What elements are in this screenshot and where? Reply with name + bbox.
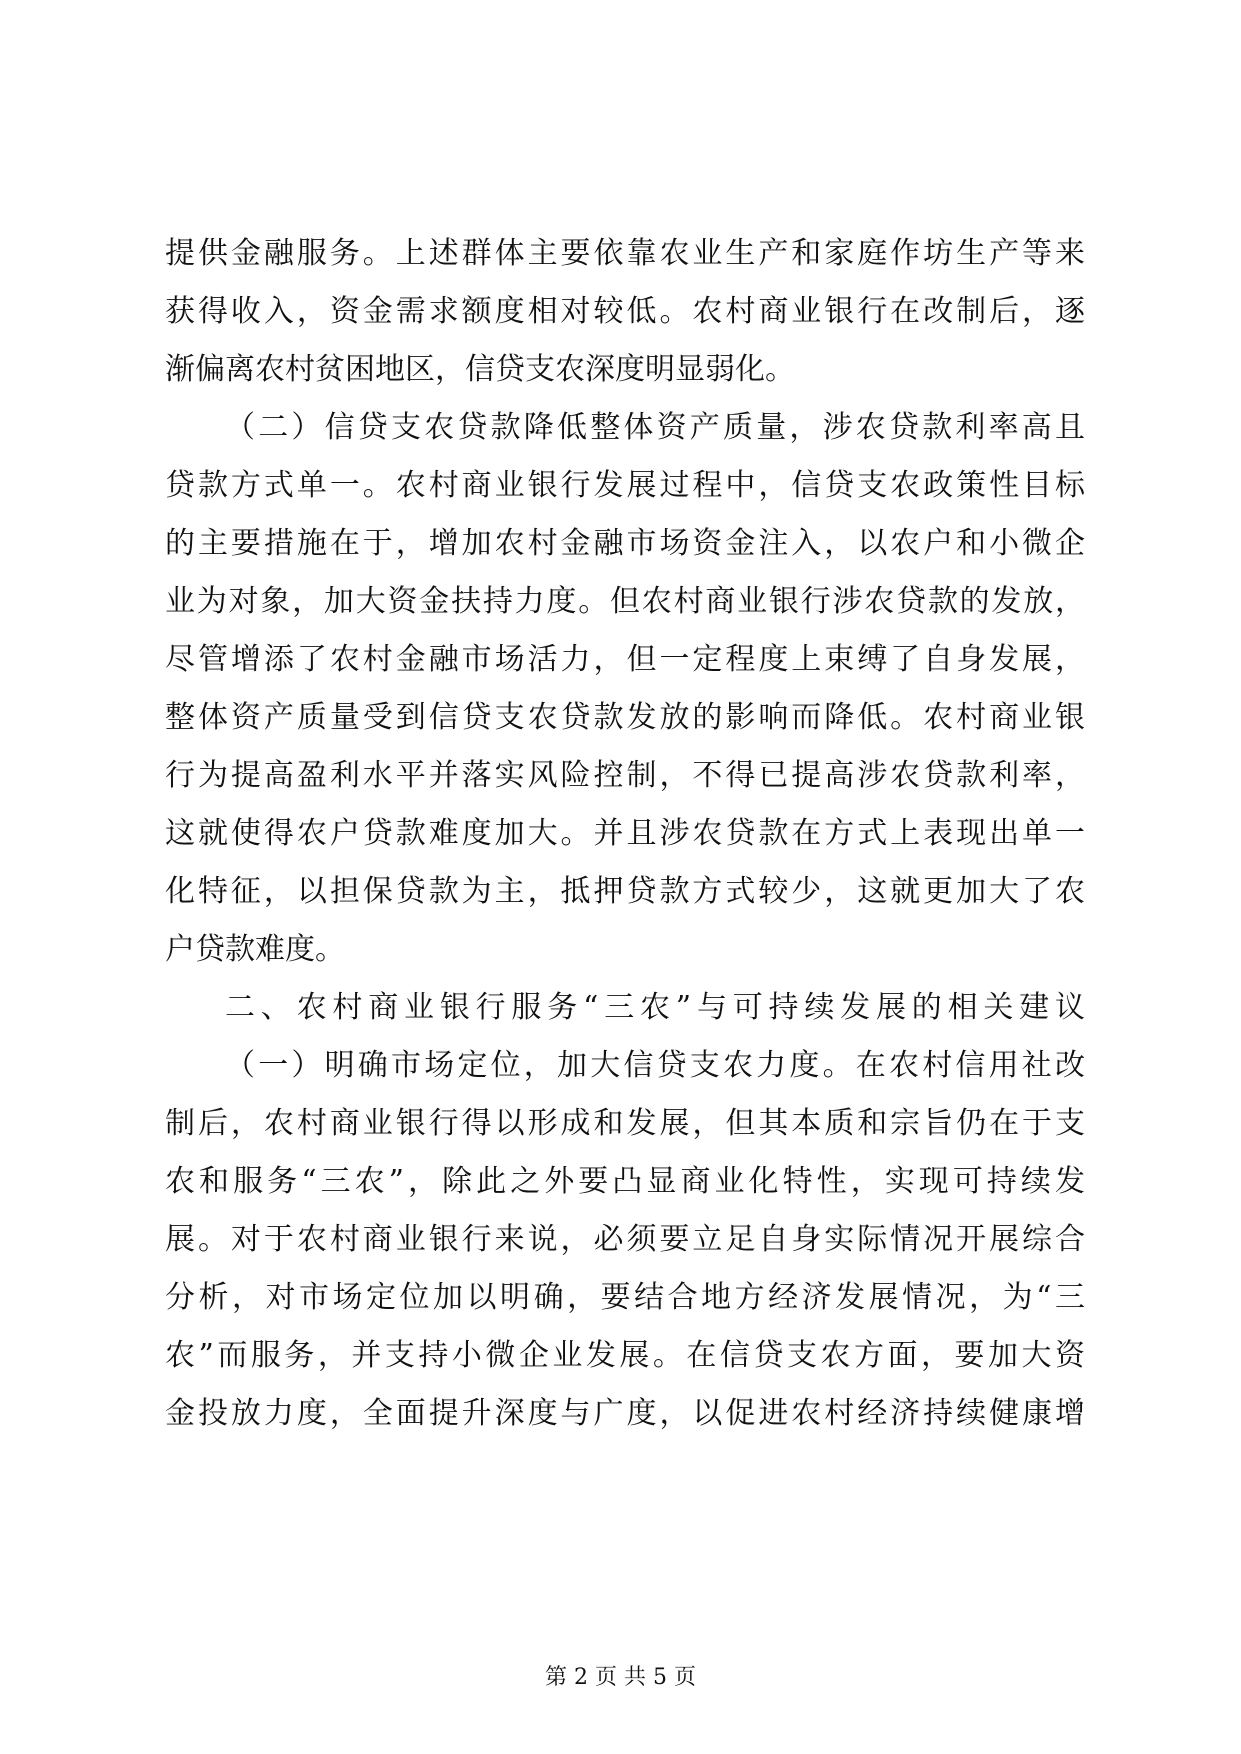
text-line: 制后，农村商业银行得以形成和发展，但其本质和宗旨仍在于支: [165, 1106, 1085, 1141]
text-line: （二）信贷支农贷款降低整体资产质量，涉农贷款利率高且: [225, 410, 1085, 445]
body-text: [165, 225, 1085, 1443]
text-line: （一）明确市场定位，加大信贷支农力度。在农村信用社改: [225, 1048, 1085, 1083]
text-line: 户贷款难度。: [165, 932, 345, 967]
page-number-footer: 第 2 页 共 5 页: [545, 1665, 696, 1690]
text-line: 获得收入，资金需求额度相对较低。农村商业银行在改制后，逐: [165, 294, 1085, 329]
text-line: 渐偏离农村贫困地区，信贷支农深度明显弱化。: [165, 352, 795, 387]
text-line: 整体资产质量受到信贷支农贷款发放的影响而降低。农村商业银: [165, 700, 1085, 735]
section-heading: 二、农村商业银行服务“三农”与可持续发展的相关建议: [225, 990, 1085, 1025]
text-line: 金投放力度，全面提升深度与广度，以促进农村经济持续健康增: [165, 1396, 1085, 1431]
text-line: 业为对象，加大资金扶持力度。但农村商业银行涉农贷款的发放，: [165, 584, 1085, 619]
text-line: 化特征，以担保贷款为主，抵押贷款方式较少，这就更加大了农: [165, 874, 1085, 909]
text-line: 展。对于农村商业银行来说，必须要立足自身实际情况开展综合: [165, 1222, 1085, 1257]
text-line: 这就使得农户贷款难度加大。并且涉农贷款在方式上表现出单一: [165, 816, 1085, 851]
text-line: 尽管增添了农村金融市场活力，但一定程度上束缚了自身发展，: [165, 642, 1085, 677]
text-line: 贷款方式单一。农村商业银行发展过程中，信贷支农政策性目标: [165, 468, 1085, 503]
text-line: 的主要措施在于，增加农村金融市场资金注入，以农户和小微企: [165, 526, 1085, 561]
text-line: 行为提高盈利水平并落实风险控制，不得已提高涉农贷款利率，: [165, 758, 1085, 793]
text-line: 分析，对市场定位加以明确，要结合地方经济发展情况，为“三: [165, 1280, 1085, 1315]
text-line: 农和服务“三农”，除此之外要凸显商业化特性，实现可持续发: [165, 1164, 1085, 1199]
text-line: 农”而服务，并支持小微企业发展。在信贷支农方面，要加大资: [165, 1338, 1085, 1373]
text-line: 提供金融服务。上述群体主要依靠农业生产和家庭作坊生产等来: [165, 236, 1085, 271]
